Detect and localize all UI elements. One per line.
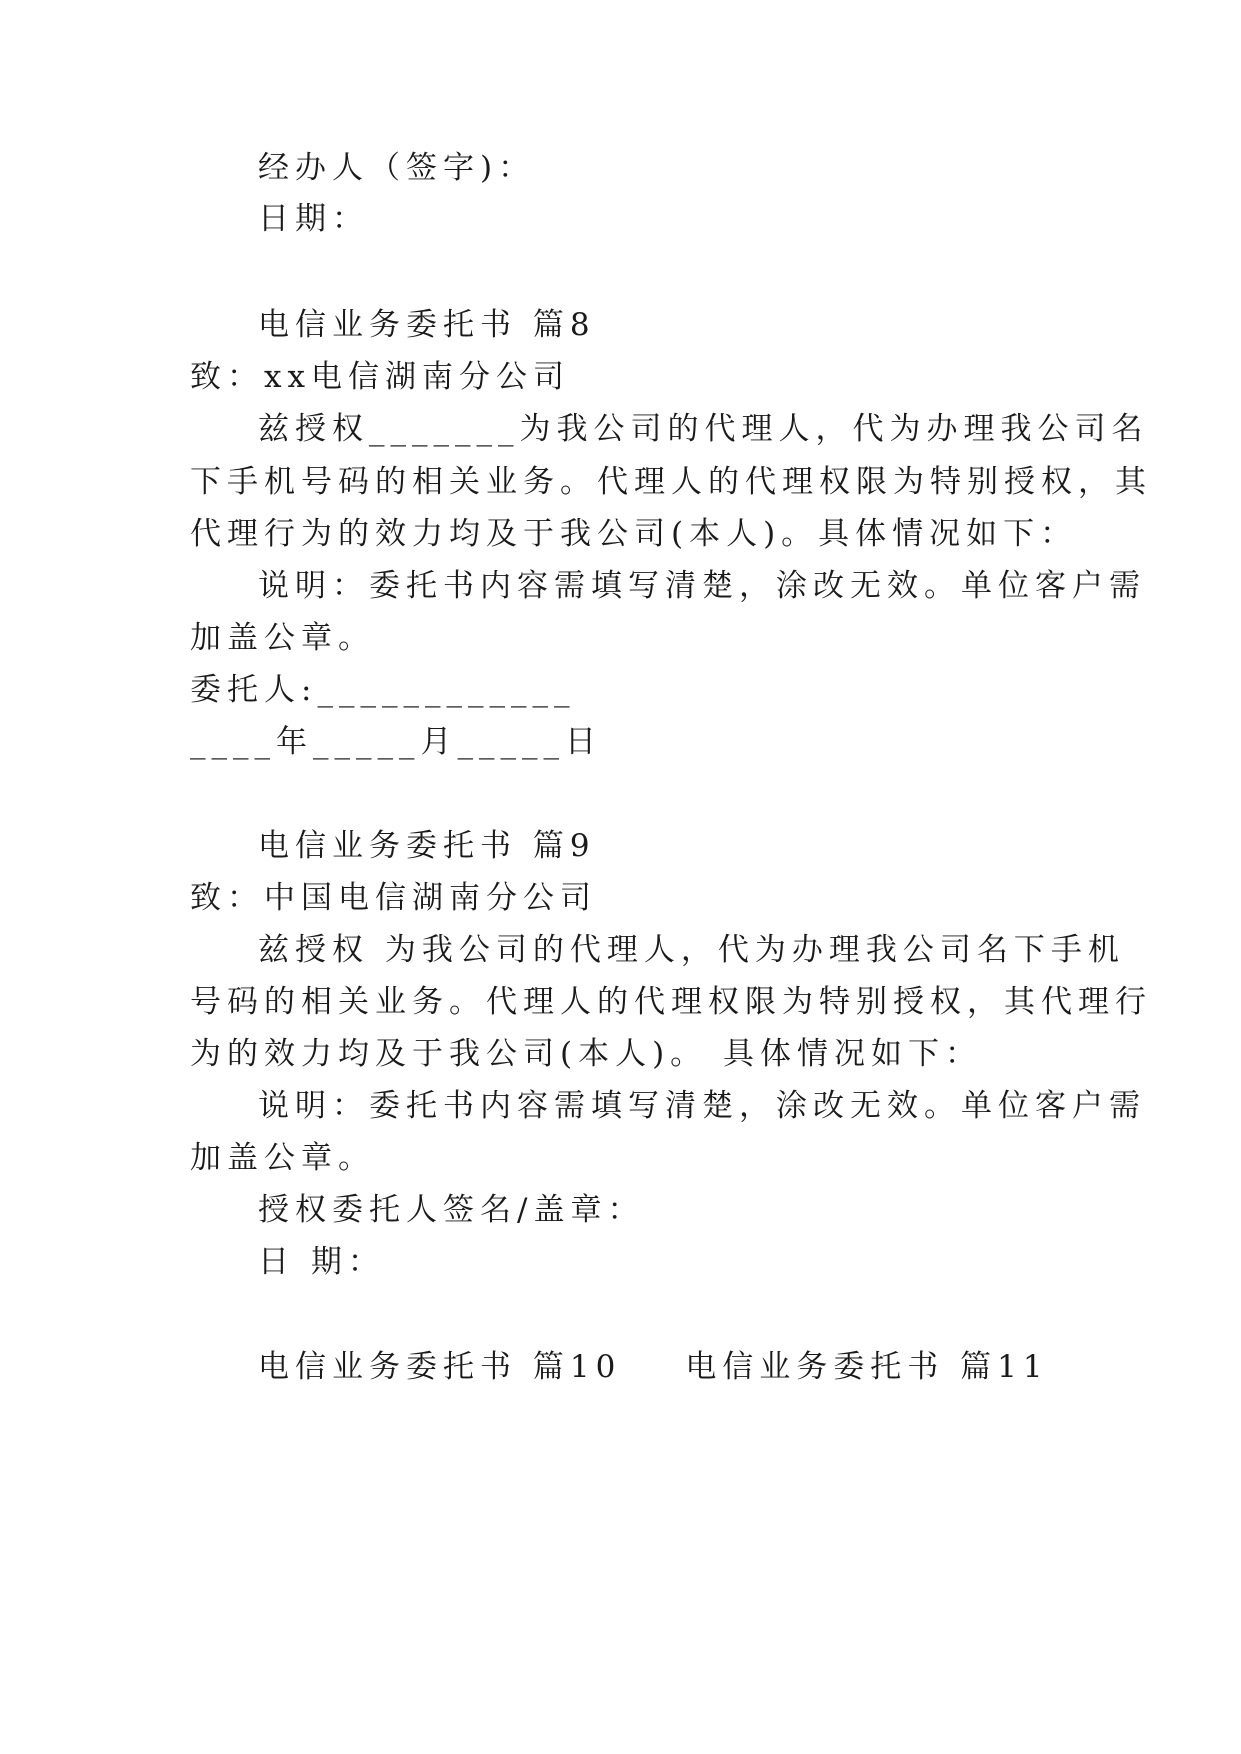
section-8-heading: 电信业务委托书 篇8 xyxy=(258,307,596,343)
section-9-paragraph-line-2: 号码的相关业务。代理人的代理权限为特别授权，其代理行 xyxy=(190,984,1152,1020)
section-9-paragraph-line-1: 兹授权 为我公司的代理人，代为办理我公司名下手机 xyxy=(258,932,1125,968)
section-8-recipient: 致：xx电信湖南分公司 xyxy=(190,359,570,395)
section-8-paragraph-line-1: 兹授权_______为我公司的代理人，代为办理我公司名 xyxy=(258,411,1149,447)
section-11-heading: 电信业务委托书 篇11 xyxy=(685,1349,1049,1385)
section-8-note-line-1: 说明：委托书内容需填写清楚，涂改无效。单位客户需 xyxy=(258,568,1146,604)
section-9-note-line-1: 说明：委托书内容需填写清楚，涂改无效。单位客户需 xyxy=(258,1088,1146,1124)
section-8-note-line-2: 加盖公章。 xyxy=(190,620,375,656)
section-9-paragraph-line-3: 为的效力均及于我公司(本人)。 具体情况如下： xyxy=(190,1036,983,1072)
section-8-date-blank-line: ____年_____月_____日 xyxy=(190,724,602,760)
section-9-note-line-2: 加盖公章。 xyxy=(190,1140,375,1176)
section-9-date-line: 日 期： xyxy=(258,1244,385,1280)
section-9-signature-line: 授权委托人签名/盖章： xyxy=(258,1192,645,1228)
section-8-principal-line: 委托人:____________ xyxy=(190,672,576,708)
section-9-recipient: 致：中国电信湖南分公司 xyxy=(190,880,597,916)
section-9-heading: 电信业务委托书 篇9 xyxy=(258,828,596,864)
handler-signature-line: 经办人（签字)： xyxy=(258,150,536,186)
section-8-paragraph-line-3: 代理行为的效力均及于我公司(本人)。具体情况如下： xyxy=(190,516,1078,552)
date-line: 日期： xyxy=(258,201,369,237)
section-10-heading: 电信业务委托书 篇10 xyxy=(258,1349,622,1385)
section-8-paragraph-line-2: 下手机号码的相关业务。代理人的代理权限为特别授权，其 xyxy=(190,464,1152,500)
section-headings-row xyxy=(258,1347,1049,1387)
